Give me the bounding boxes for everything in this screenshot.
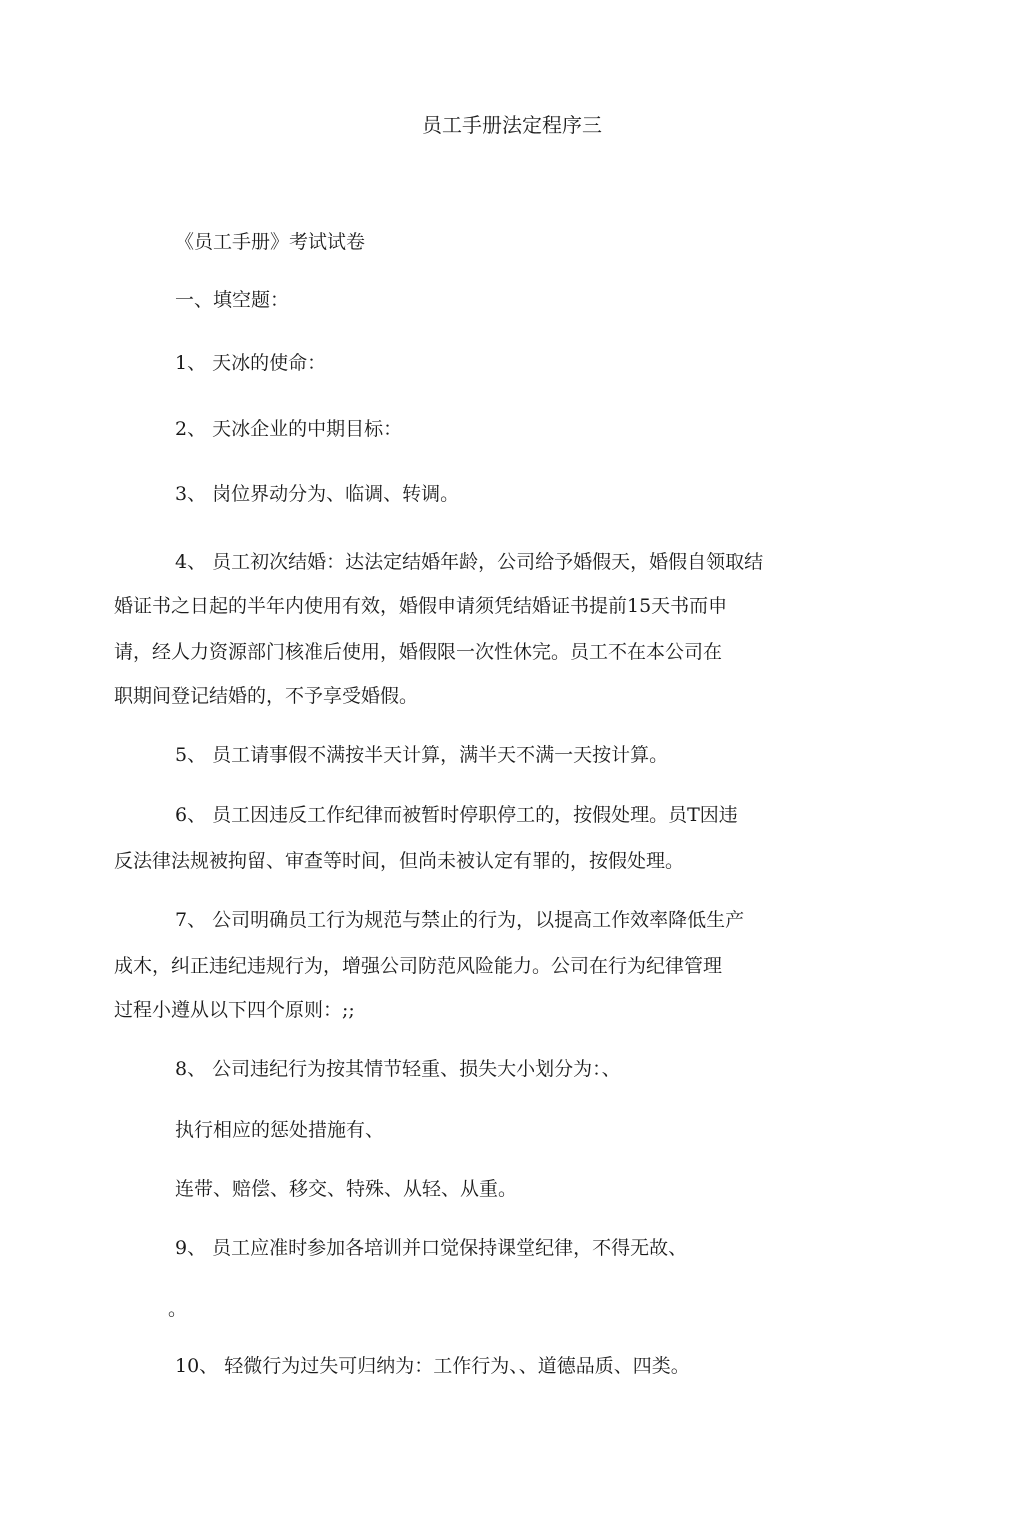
document-title: 员工手册法定程序三 (422, 113, 602, 137)
question-8-line-2: 执行相应的惩处措施有、 (175, 1119, 385, 1141)
question-10: 10、 轻微行为过失可归纳为：工作行为、、道德品质、四类。 (175, 1355, 690, 1377)
question-6-line-2: 反法律法规被拘留、审查等时间，但尚未被认定有罪的，按假处理。 (114, 850, 685, 872)
question-4-line-3: 请，经人力资源部门核准后使用，婚假限一次性休完。员工不在本公司在 (114, 641, 723, 663)
question-1: 1、 天冰的使命： (175, 352, 327, 374)
question-9-line-2: 。 (168, 1298, 188, 1320)
question-9-line-1: 9、 员工应准时参加各培训并口觉保持课堂纪律，不得无故、 (175, 1237, 688, 1259)
question-4-line-2: 婚证书之日起的半年内使用有效，婚假申请须凭结婚证书提前15天书而申 (114, 595, 728, 617)
question-6-line-1: 6、 员工因违反工作纪律而被暂时停职停工的，按假处理。员T因违 (175, 804, 738, 826)
question-4-line-4: 职期间登记结婚的，不予享受婚假。 (114, 685, 419, 707)
question-2: 2、 天冰企业的中期目标： (175, 418, 403, 440)
document-subtitle: 《员工手册》考试试卷 (175, 231, 366, 253)
question-8-line-3: 连带、赔偿、移交、特殊、从轻、从重。 (175, 1178, 518, 1200)
question-4-line-1: 4、 员工初次结婚：达法定结婚年龄，公司给予婚假天，婚假自领取结 (175, 551, 764, 573)
question-3: 3、 岗位界动分为、临调、转调。 (175, 483, 460, 505)
question-8-line-1: 8、 公司违纪行为按其情节轻重、损失大小划分为：、 (175, 1058, 621, 1080)
section-heading: 一、填空题： (175, 289, 290, 311)
question-7-line-3: 过程小遵从以下四个原则：;; (114, 999, 355, 1021)
question-5: 5、 员工请事假不满按半天计算，满半天不满一天按计算。 (175, 744, 669, 766)
question-7-line-1: 7、 公司明确员工行为规范与禁止的行为，以提高工作效率降低生产 (175, 909, 745, 931)
question-7-line-2: 成木，纠正违纪违规行为，增强公司防范风险能力。公司在行为纪律管理 (114, 955, 723, 977)
